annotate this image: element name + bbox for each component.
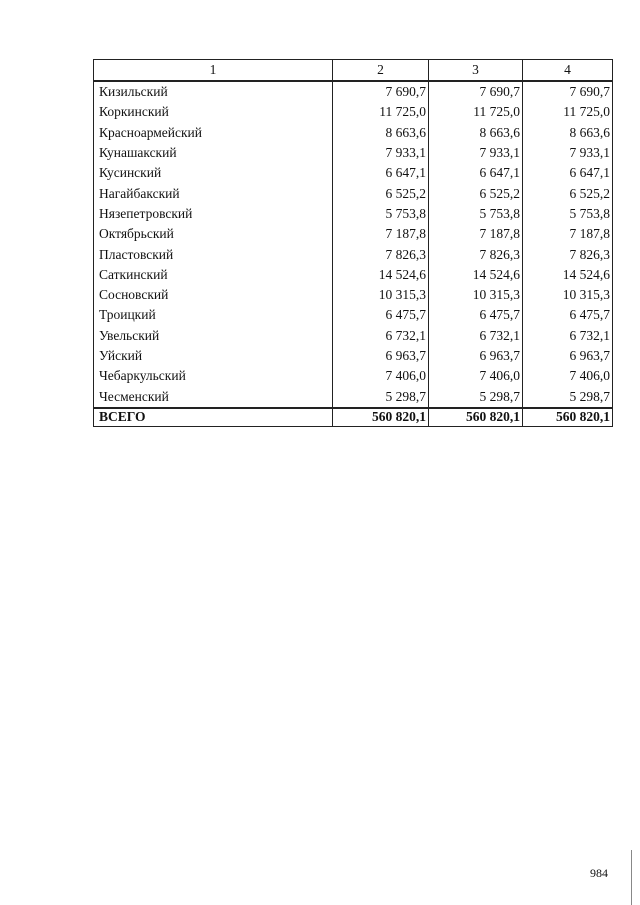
value-cell-col-4: 6 963,7 [523, 346, 613, 366]
value-cell-col-2: 6 525,2 [333, 183, 429, 203]
value-cell-col-4: 8 663,6 [523, 123, 613, 143]
value-cell-col-3: 6 475,7 [429, 305, 523, 325]
district-name-cell: Нязепетровский [94, 204, 333, 224]
value-cell-col-4: 5 298,7 [523, 386, 613, 407]
district-name-cell: Чебаркульский [94, 366, 333, 386]
table-row [94, 326, 613, 346]
total-col-3: 560 820,1 [429, 408, 523, 427]
value-cell-col-3: 7 406,0 [429, 366, 523, 386]
district-name-cell: Саткинский [94, 265, 333, 285]
header-col-4: 4 [523, 60, 613, 82]
value-cell-col-3: 7 933,1 [429, 143, 523, 163]
value-cell-col-3: 8 663,6 [429, 123, 523, 143]
district-name-cell: Уйский [94, 346, 333, 366]
table-row [94, 265, 613, 285]
table-row [94, 81, 613, 102]
value-cell-col-4: 7 826,3 [523, 244, 613, 264]
value-cell-col-4: 6 525,2 [523, 183, 613, 203]
table-row [94, 143, 613, 163]
district-name-cell: Октябрьский [94, 224, 333, 244]
total-col-2: 560 820,1 [333, 408, 429, 427]
value-cell-col-4: 7 933,1 [523, 143, 613, 163]
value-cell-col-4: 11 725,0 [523, 102, 613, 122]
header-row [94, 60, 613, 82]
value-cell-col-3: 7 826,3 [429, 244, 523, 264]
district-name-cell: Троицкий [94, 305, 333, 325]
value-cell-col-2: 7 187,8 [333, 224, 429, 244]
value-cell-col-2: 8 663,6 [333, 123, 429, 143]
value-cell-col-2: 6 963,7 [333, 346, 429, 366]
value-cell-col-2: 10 315,3 [333, 285, 429, 305]
value-cell-col-2: 14 524,6 [333, 265, 429, 285]
table-row [94, 163, 613, 183]
table-row [94, 346, 613, 366]
value-cell-col-3: 5 298,7 [429, 386, 523, 407]
value-cell-col-2: 11 725,0 [333, 102, 429, 122]
district-name-cell: Нагайбакский [94, 183, 333, 203]
district-name-cell: Кусинский [94, 163, 333, 183]
header-col-3: 3 [429, 60, 523, 82]
value-cell-col-3: 6 963,7 [429, 346, 523, 366]
value-cell-col-3: 5 753,8 [429, 204, 523, 224]
value-cell-col-4: 7 187,8 [523, 224, 613, 244]
table-row [94, 102, 613, 122]
district-name-cell: Увельский [94, 326, 333, 346]
district-name-cell: Красноармейский [94, 123, 333, 143]
table-row [94, 244, 613, 264]
value-cell-col-4: 6 647,1 [523, 163, 613, 183]
table-row [94, 224, 613, 244]
data-table-container [93, 59, 612, 427]
table-row [94, 366, 613, 386]
value-cell-col-3: 10 315,3 [429, 285, 523, 305]
scan-edge-line [631, 850, 632, 905]
value-cell-col-2: 7 933,1 [333, 143, 429, 163]
value-cell-col-3: 6 647,1 [429, 163, 523, 183]
value-cell-col-3: 6 525,2 [429, 183, 523, 203]
table-row [94, 285, 613, 305]
district-name-cell: Чесменский [94, 386, 333, 407]
value-cell-col-2: 5 753,8 [333, 204, 429, 224]
table-row [94, 183, 613, 203]
table-body [94, 81, 613, 426]
table-row [94, 305, 613, 325]
total-label: ВСЕГО [94, 408, 333, 427]
value-cell-col-2: 7 826,3 [333, 244, 429, 264]
value-cell-col-3: 7 187,8 [429, 224, 523, 244]
value-cell-col-4: 5 753,8 [523, 204, 613, 224]
district-name-cell: Сосновский [94, 285, 333, 305]
value-cell-col-4: 14 524,6 [523, 265, 613, 285]
value-cell-col-4: 6 475,7 [523, 305, 613, 325]
table-row [94, 204, 613, 224]
district-name-cell: Кунашакский [94, 143, 333, 163]
header-col-2: 2 [333, 60, 429, 82]
value-cell-col-3: 6 732,1 [429, 326, 523, 346]
district-name-cell: Кизильский [94, 81, 333, 102]
value-cell-col-3: 11 725,0 [429, 102, 523, 122]
table-row [94, 123, 613, 143]
data-table [93, 59, 613, 427]
value-cell-col-2: 7 690,7 [333, 81, 429, 102]
value-cell-col-3: 14 524,6 [429, 265, 523, 285]
value-cell-col-2: 6 647,1 [333, 163, 429, 183]
value-cell-col-3: 7 690,7 [429, 81, 523, 102]
district-name-cell: Пластовский [94, 244, 333, 264]
value-cell-col-4: 7 406,0 [523, 366, 613, 386]
table-row [94, 386, 613, 407]
value-cell-col-2: 6 732,1 [333, 326, 429, 346]
total-row [94, 408, 613, 427]
value-cell-col-4: 7 690,7 [523, 81, 613, 102]
header-col-1: 1 [94, 60, 333, 82]
district-name-cell: Коркинский [94, 102, 333, 122]
value-cell-col-2: 7 406,0 [333, 366, 429, 386]
value-cell-col-2: 6 475,7 [333, 305, 429, 325]
total-col-4: 560 820,1 [523, 408, 613, 427]
value-cell-col-4: 10 315,3 [523, 285, 613, 305]
value-cell-col-4: 6 732,1 [523, 326, 613, 346]
value-cell-col-2: 5 298,7 [333, 386, 429, 407]
page-number: 984 [590, 866, 608, 880]
